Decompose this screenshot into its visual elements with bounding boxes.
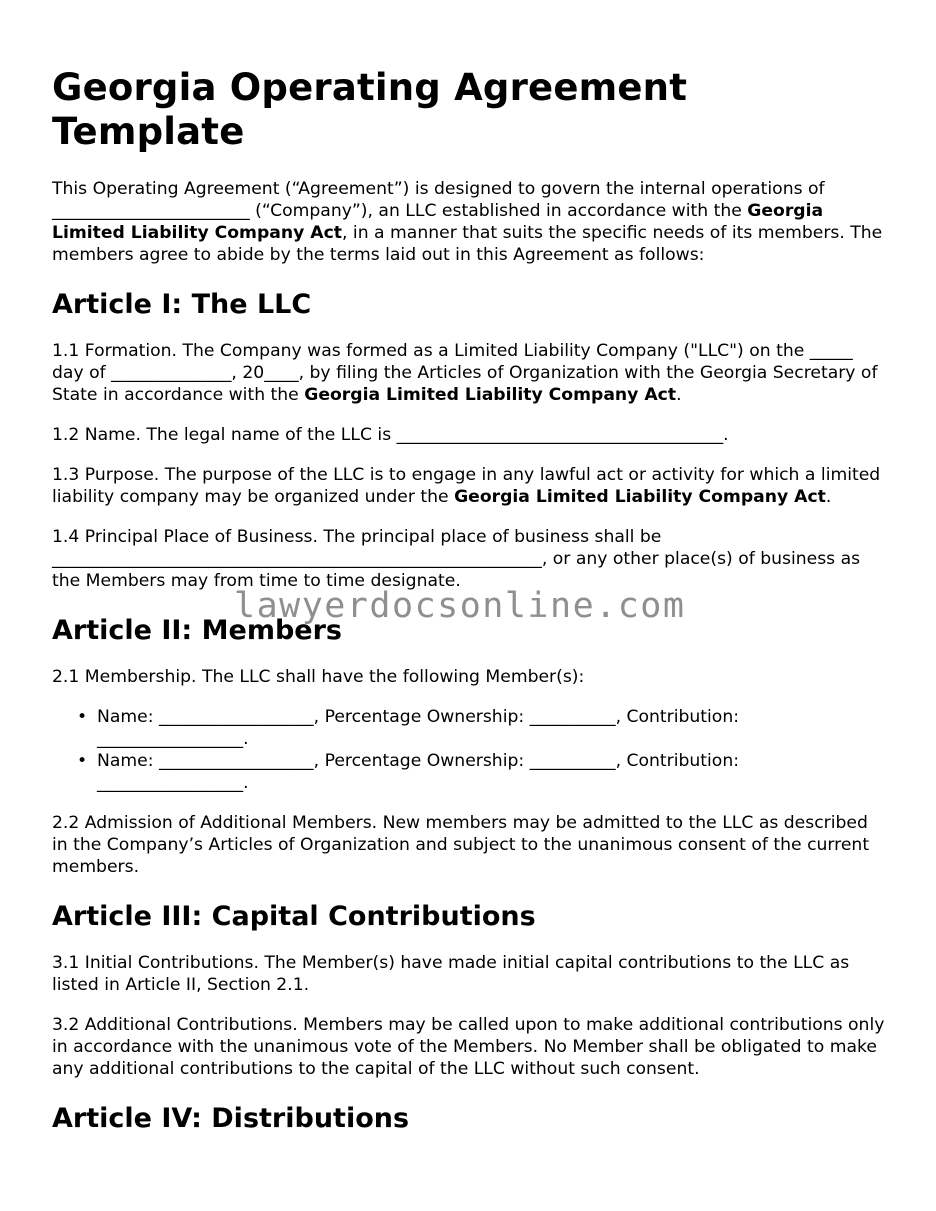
- member-list: [52, 706, 888, 794]
- section-1-1-end: .: [676, 385, 682, 405]
- article-3-heading: Article III: Capital Contributions: [52, 901, 536, 932]
- watermark-text: lawyerdocsonline.com: [234, 586, 686, 626]
- intro-text-before: This Operating Agreement (“Agreement”) is designed to govern the internal operations of _______________________ (“Company”), an LLC established in accordance with the: [52, 179, 825, 221]
- intro-text-after: , in a manner that suits the specific needs of its members. The members agree to abide by the terms laid out in this Agreement as follows:: [52, 223, 883, 265]
- section-3-1: 3.1 Initial Contributions. The Member(s) have made initial capital contributions to the LLC as listed in Article II, Section 2.1.: [52, 953, 850, 995]
- section-1-2: 1.2 Name. The legal name of the LLC is ______________________________________.: [52, 425, 729, 445]
- member-list-item: • Name: __________________, Percentage Ownership: __________, Contribution: _________________.: [97, 706, 888, 750]
- page-title: Georgia Operating Agreement Template: [52, 66, 688, 153]
- intro-paragraph: [52, 178, 888, 266]
- section-1-1-text: 1.1 Formation. The Company was formed as a Limited Liability Company ("LLC") on the _____ day of ______________, 20____, by filing the Articles of Organization with the Georgia Secretary of State in accordance with the: [52, 341, 878, 405]
- article-2-heading: Article II: Members: [52, 615, 342, 646]
- section-1-1: [52, 340, 888, 406]
- article-4-heading: Article IV: Distributions: [52, 1103, 410, 1134]
- article-1-heading: Article I: The LLC: [52, 289, 312, 320]
- intro-act-name: Georgia Limited Liability Company Act: [52, 201, 824, 243]
- section-2-1: 2.1 Membership. The LLC shall have the following Member(s):: [52, 667, 585, 687]
- section-1-3-act: Georgia Limited Liability Company Act: [454, 487, 826, 507]
- section-1-4: 1.4 Principal Place of Business. The principal place of business shall be _________________________________________________________, or any other place(s) of business as the Members may from time to time designate.: [52, 527, 861, 591]
- member-list-item: • Name: __________________, Percentage Ownership: __________, Contribution: _________________.: [97, 750, 888, 794]
- section-1-3-text: 1.3 Purpose. The purpose of the LLC is to engage in any lawful act or activity for which a limited liability company may be organized under the: [52, 465, 881, 507]
- section-1-1-act: Georgia Limited Liability Company Act: [304, 385, 677, 405]
- section-1-3: [52, 464, 888, 508]
- section-1-3-end: .: [825, 487, 832, 507]
- section-2-2: 2.2 Admission of Additional Members. New members may be admitted to the LLC as described in the Company’s Articles of Organization and subject to the unanimous consent of the current members.: [52, 813, 870, 877]
- section-3-2: 3.2 Additional Contributions. Members may be called upon to make additional contributions only in accordance with the unanimous vote of the Members. No Member shall be obligated to make any additional contributions to the capital of the LLC without such consent.: [52, 1015, 885, 1079]
